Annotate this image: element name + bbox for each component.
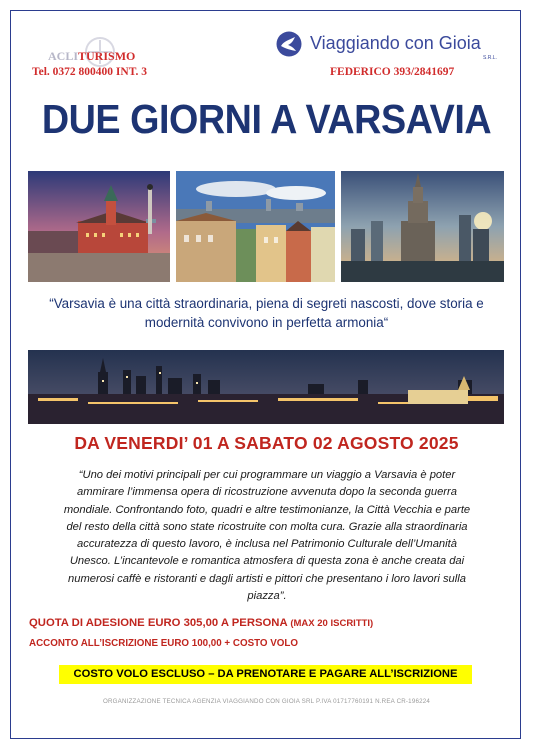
organizer-footer: ORGANIZZAZIONE TECNICA AGENZIA VIAGGIANDO CON GIOIA SRL P.IVA 01717760191 N.REA CR-196224 <box>102 698 431 705</box>
price-line <box>29 617 373 629</box>
price-amount: QUOTA DI ADESIONE EURO 305,00 A PERSONA <box>29 617 288 629</box>
poster-title: DUE GIORNI A VARSAVIA <box>41 96 492 142</box>
flight-excluded-note: COSTO VOLO ESCLUSO – DA PRENOTARE E PAGARE ALL’ISCRIZIONE <box>59 665 472 684</box>
photo-old-town-square <box>28 171 170 282</box>
description-text: “Uno dei motivi principali per cui programmare un viaggio a Varsavia è poter ammirare l’immensa opera di ricostruzione avvenuta dopo la seconda guerra mondiale. Confrontando foto, quadri e altre testimonianze, la Città Vecchia e parte del resto della città sono state ricostruite con molta cura. Grazie alla straordinaria accuratezza di questo lavoro, è inclusa nel Patrimonio Culturale dell’Umanità Unesco. L’incantevole e romantica atmosfera di questa zona è anche creata dai numerosi caffè e ristoranti e dagli artisti e pittori che presentano i loro lavori sulla piazza”. <box>63 469 471 603</box>
acli-turismo-logo-text: ACLITURISMO <box>48 49 136 63</box>
dove-logo-icon <box>275 31 303 57</box>
deposit-line: ACCONTO ALL’ISCRIZIONE EURO 100,00 + COSTO VOLO <box>29 638 299 649</box>
event-dates: DA VENERDI’ 01 A SABATO 02 AGOSTO 2025 <box>74 433 459 453</box>
agency-suffix: S.R.L. <box>483 55 497 61</box>
agency-name: Viaggiando con Gioia <box>310 33 481 53</box>
photo-city-night-panorama <box>28 350 504 424</box>
photo-royal-route-street <box>176 171 335 282</box>
photo-palace-of-culture <box>341 171 504 282</box>
phone-number: Tel. 0372 800400 INT. 3 <box>32 66 148 78</box>
contact-number: FEDERICO 393/2841697 <box>330 66 455 78</box>
quote-text: “Varsavia è una città straordinaria, piena di segreti nascosti, dove storia e modernità convivono in perfetta armonia“ <box>49 296 484 330</box>
max-participants: (MAX 20 ISCRITTI) <box>290 618 374 629</box>
